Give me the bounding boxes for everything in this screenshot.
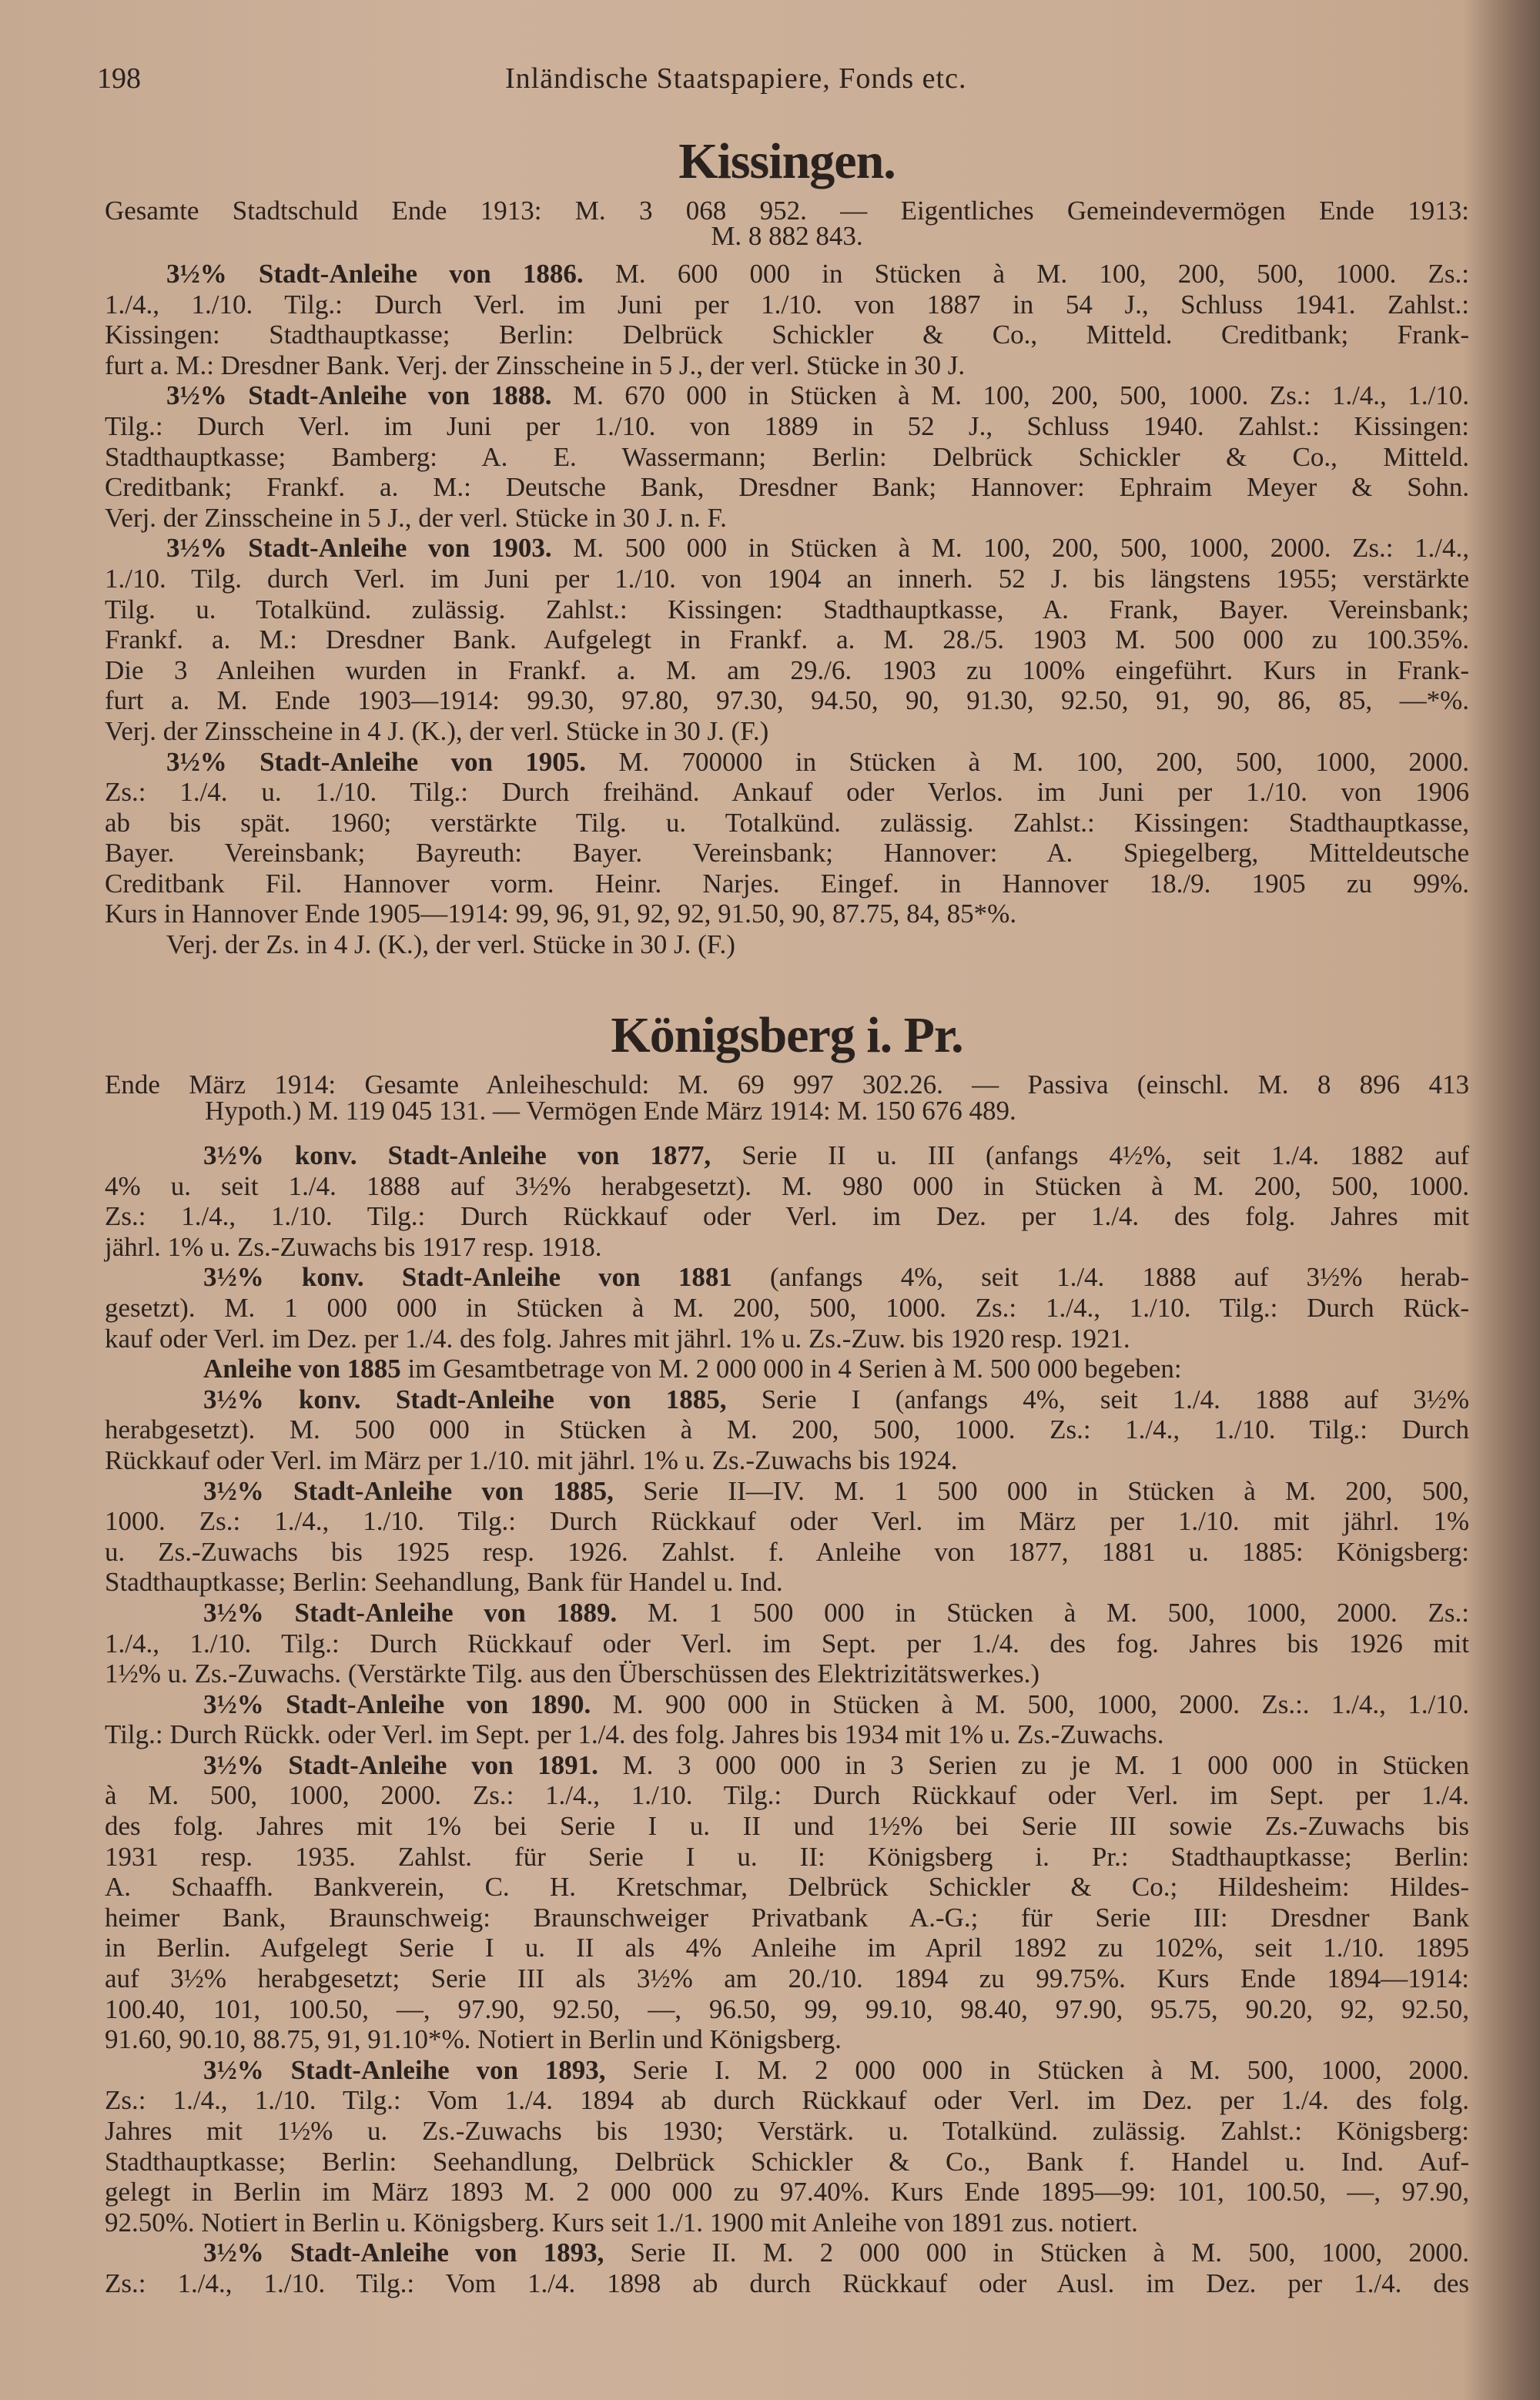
- text-line: [105, 1963, 1469, 1994]
- loan-heading: 3½% Stadt-Anleihe von 1891.: [203, 1749, 598, 1780]
- line-text: Rückkauf oder Verl. im März per 1./10. mit jährl. 1% u. Zs.-Zuwachs bis 1924.: [105, 1444, 958, 1475]
- line-text: des folg. Jahres mit 1% bei Serie I u. II und 1½% bei Serie III sowie Zs.-Zuwachs bis: [105, 1811, 1469, 1842]
- text-line: [105, 685, 1469, 716]
- line-text: 4% u. seit 1./4. 1888 auf 3½% herabgesetzt). M. 980 000 in Stücken à M. 200, 500, 1000.: [105, 1170, 1469, 1201]
- loan-entry: [105, 747, 1469, 930]
- text-line: [105, 1750, 1469, 1781]
- line-text: Zs.: 1./4., 1./10. Tilg.: Durch Rückkauf oder Verl. im Dez. per 1./4. des folg. Jahres mit: [105, 1201, 1469, 1232]
- text-line: [105, 2147, 1469, 2177]
- text-line: [105, 716, 1469, 747]
- loan-heading: 3½% Stadt-Anleihe von 1889.: [203, 1597, 618, 1628]
- line-text: Verj. der Zinsscheine in 5 J., der verl. Stücke in 30 J. n. F.: [105, 502, 727, 533]
- text-line: [105, 472, 1469, 503]
- summary-line: Hypoth.) M. 119 045 131. — Vermögen Ende März 1914: M. 150 676 489.: [205, 1096, 1016, 1126]
- line-text: Tilg. u. Totalkünd. zulässig. Zahlst.: Kissingen: Stadthauptkasse, A. Frank, Bayer. Vereinsbank;: [105, 594, 1469, 624]
- line-text: (anfangs 4%, seit 1./4. 1888 auf 3½% herab-: [770, 1262, 1470, 1293]
- text-line: [105, 533, 1469, 564]
- loan-heading: 3½% konv. Stadt-Anleihe von 1885,: [203, 1384, 727, 1414]
- text-line: [105, 2177, 1469, 2208]
- loan-heading: 3½% Stadt-Anleihe von 1890.: [203, 1689, 591, 1719]
- line-text: 92.50%. Notiert in Berlin u. Königsberg. Kurs seit 1./1. 1900 mit Anleihe von 1891 zus. notiert.: [105, 2207, 1138, 2238]
- text-line: [105, 777, 1469, 808]
- line-text: in Berlin. Aufgelegt Serie I u. II als 4% Anleihe im April 1892 zu 102%, seit 1./10. 1895: [105, 1933, 1469, 1963]
- page-header: [97, 62, 1469, 100]
- text-line: [105, 259, 1469, 290]
- line-text: Zs.: 1./4., 1./10. Tilg.: Vom 1./4. 1898 ab durch Rückkauf oder Ausl. im Dez. per 1./4. des: [105, 2268, 1469, 2298]
- line-text: M. 500 000 in Stücken à M. 100, 200, 500, 1000, 2000. Zs.: 1./4.,: [573, 533, 1469, 564]
- text-line: [105, 594, 1469, 625]
- line-text: Kurs in Hannover Ende 1905—1914: 99, 96, 91, 92, 92, 91.50, 90, 87.75, 84, 85*%.: [105, 899, 1017, 929]
- text-line: [105, 350, 1469, 381]
- loan-entry: [105, 1750, 1469, 2055]
- text-line: [105, 1628, 1469, 1659]
- line-text: Jahres mit 1½% u. Zs.-Zuwachs bis 1930; Verstärk. u. Totalkünd. zulässig. Zahlst.: Königsberg:: [105, 2116, 1469, 2146]
- line-text: Serie I (anfangs 4%, seit 1./4. 1888 auf 3½%: [761, 1384, 1470, 1414]
- text-line: [105, 1445, 1469, 1476]
- text-line: [105, 1414, 1469, 1445]
- line-text: M. 700000 in Stücken à M. 100, 200, 500, 1000, 2000.: [618, 746, 1470, 777]
- text-line: [105, 1872, 1469, 1903]
- text-line: [105, 2055, 1469, 2086]
- text-line: [105, 1537, 1469, 1568]
- line-text: 1931 resp. 1935. Zahlst. für Serie I u. II: Königsberg i. Pr.: Stadthauptkasse; Berlin:: [105, 1841, 1469, 1872]
- line-text: Zs.: 1./4., 1./10. Tilg.: Vom 1./4. 1894 ab durch Rückkauf oder Verl. im Dez. per 1./4. des folg.: [105, 2085, 1469, 2116]
- section-title-koenigsberg: Königsberg i. Pr.: [611, 1007, 963, 1063]
- text-line: [105, 1140, 1469, 1171]
- line-text: auf 3½% herabgesetzt; Serie III als 3½% am 20./10. 1894 zu 99.75%. Kurs Ende 1894—1914:: [105, 1963, 1469, 1994]
- loan-entry: [105, 2055, 1469, 2238]
- text-line: [105, 1201, 1469, 1232]
- text-line: [105, 1933, 1469, 1963]
- koenigsberg-summary: [105, 1069, 1469, 1126]
- kissingen-loans: [105, 259, 1469, 960]
- loan-entry: [105, 1689, 1469, 1750]
- line-text: 1./4., 1./10. Tilg.: Durch Verl. im Juni per 1./10. von 1887 in 54 J., Schluss 1941. Zahlst.:: [105, 289, 1469, 320]
- section-title-kissingen: Kissingen.: [678, 133, 896, 189]
- text-line: [105, 624, 1469, 655]
- text-line: [105, 1719, 1469, 1750]
- text-line: [105, 1811, 1469, 1842]
- text-line: [105, 1659, 1469, 1689]
- line-text: Verj. der Zinsscheine in 4 J. (K.), der verl. Stücke in 30 J. (F.): [105, 715, 769, 746]
- line-text: kauf oder Verl. im Dez. per 1./4. des folg. Jahres mit jährl. 1% u. Zs.-Zuw. bis 1920 resp. 1921.: [105, 1323, 1130, 1354]
- text-line: [105, 2024, 1469, 2055]
- text-line: [105, 1842, 1469, 1873]
- loan-heading: 3½% konv. Stadt-Anleihe von 1877,: [203, 1140, 711, 1170]
- line-text: A. Schaaffh. Bankverein, C. H. Kretschmar, Delbrück Schickler & Co.; Hildesheim: Hildes-: [105, 1872, 1469, 1903]
- summary-line: M. 8 882 843.: [711, 221, 863, 251]
- loan-entry: [105, 1476, 1469, 1598]
- line-text: ab bis spät. 1960; verstärkte Tilg. u. Totalkünd. zulässig. Zahlst.: Kissingen: Stadthauptkasse,: [105, 807, 1469, 838]
- text-line: [105, 808, 1469, 838]
- line-text: M. 600 000 in Stücken à M. 100, 200, 500, 1000. Zs.:: [614, 259, 1470, 289]
- loan-entry: [105, 259, 1469, 380]
- loan-heading: 3½% Stadt-Anleihe von 1885,: [203, 1475, 614, 1506]
- line-text: Serie II—IV. M. 1 500 000 in Stücken à M. 200, 500,: [643, 1475, 1470, 1506]
- line-text: Zs.: 1./4. u. 1./10. Tilg.: Durch freihänd. Ankauf oder Verlos. im Juni per 1./10. von 1906: [105, 777, 1469, 808]
- line-text: Tilg.: Durch Rückk. oder Verl. im Sept. per 1./4. des folg. Jahres bis 1934 mit 1% u. Zs.-Zuwachs.: [105, 1719, 1164, 1750]
- loan-heading: 3½% Stadt-Anleihe von 1886.: [166, 259, 584, 289]
- line-text: furt a. M.: Dresdner Bank. Verj. der Zinsscheine in 5 J., der verl. Stücke in 30 J.: [105, 350, 966, 380]
- text-line: [105, 2085, 1469, 2116]
- line-text: Verj. der Zs. in 4 J. (K.), der verl. Stücke in 30 J. (F.): [166, 929, 735, 960]
- loan-entry: [105, 2238, 1469, 2298]
- line-text: M. 670 000 in Stücken à M. 100, 200, 500, 1000. Zs.: 1./4., 1./10.: [572, 380, 1469, 411]
- text-line: [105, 1780, 1469, 1811]
- text-line: [105, 2116, 1469, 2147]
- line-text: 1000. Zs.: 1./4., 1./10. Tilg.: Durch Rückkauf oder Verl. im März per 1./10. mit jährl. 1%: [105, 1506, 1469, 1537]
- line-text: Serie II. M. 2 000 000 in Stücken à M. 500, 1000, 2000.: [630, 2238, 1470, 2268]
- text-line: [105, 380, 1469, 411]
- line-text: M. 900 000 in Stücken à M. 500, 1000, 2000. Zs.:. 1./4., 1./10.: [612, 1689, 1470, 1719]
- text-line: [105, 899, 1469, 929]
- text-line: [105, 411, 1469, 442]
- loan-heading: 3½% Stadt-Anleihe von 1893,: [203, 2054, 606, 2085]
- text-line: [105, 1506, 1469, 1537]
- text-line: [105, 290, 1469, 320]
- text-line: [105, 747, 1469, 778]
- line-text: heimer Bank, Braunschweig: Braunschweiger Privatbank A.-G.; für Serie III: Dresdner Bank: [105, 1902, 1469, 1933]
- koenigsberg-loans: [105, 1140, 1469, 2299]
- line-text: Stadthauptkasse; Berlin: Seehandlung, Delbrück Schickler & Co., Bank f. Handel u. Ind. Auf-: [105, 2146, 1469, 2177]
- text-line: [105, 1994, 1469, 2025]
- text-line: [105, 1567, 1469, 1598]
- text-line: [105, 1476, 1469, 1507]
- text-line: [105, 320, 1469, 350]
- line-text: M. 3 000 000 in 3 Serien zu je M. 1 000 000 in Stücken: [622, 1749, 1470, 1780]
- line-text: gelegt in Berlin im März 1893 M. 2 000 000 zu 97.40%. Kurs Ende 1895—99: 101, 100.50, —, 97.90,: [105, 2177, 1469, 2208]
- text-line: [105, 1324, 1469, 1354]
- text-line: [105, 2208, 1469, 2238]
- text-line: [105, 2268, 1469, 2299]
- line-text: jährl. 1% u. Zs.-Zuwachs bis 1917 resp. 1918.: [105, 1231, 602, 1262]
- line-text: Die 3 Anleihen wurden in Frankf. a. M. am 29./6. 1903 zu 100% eingeführt. Kurs in Frank-: [105, 654, 1469, 685]
- text-line: [105, 1689, 1469, 1720]
- text-line: [105, 564, 1469, 594]
- text-line: [105, 869, 1469, 899]
- text-line: [105, 929, 1469, 960]
- line-text: à M. 500, 1000, 2000. Zs.: 1./4., 1./10. Tilg.: Durch Rückkauf oder Verl. im Sept. per 1./4.: [105, 1780, 1469, 1811]
- kissingen-summary: [105, 198, 1469, 249]
- running-title: Inländische Staatspapiere, Fonds etc.: [505, 62, 967, 95]
- loan-heading: 3½% Stadt-Anleihe von 1903.: [166, 533, 552, 564]
- loan-heading: 3½% Stadt-Anleihe von 1893,: [203, 2238, 604, 2268]
- line-text: 1./10. Tilg. durch Verl. im Juni per 1./10. von 1904 an innerh. 52 J. bis längstens 1955; verstärkte: [105, 563, 1469, 594]
- line-text: Serie II u. III (anfangs 4½%, seit 1./4. 1882 auf: [742, 1140, 1469, 1170]
- loan-heading: 3½% Stadt-Anleihe von 1888.: [166, 380, 552, 411]
- text-line: [105, 1903, 1469, 1933]
- line-text: 1./4., 1./10. Tilg.: Durch Rückkauf oder Verl. im Sept. per 1./4. des fog. Jahres bis 1926 mit: [105, 1628, 1469, 1659]
- text-line: [105, 655, 1469, 686]
- line-text: Serie I. M. 2 000 000 in Stücken à M. 500, 1000, 2000.: [632, 2054, 1470, 2085]
- line-text: M. 1 500 000 in Stücken à M. 500, 1000, 2000. Zs.:: [648, 1597, 1470, 1628]
- text-line: [105, 442, 1469, 473]
- summary-line: Gesamte Stadtschuld Ende 1913: M. 3 068 952. — Eigentliches Gemeindevermögen Ende 1913:: [105, 196, 1469, 226]
- text-line: [105, 838, 1469, 869]
- loan-entry: [105, 380, 1469, 533]
- line-text: Frankf. a. M.: Dresdner Bank. Aufgelegt in Frankf. a. M. 28./5. 1903 M. 500 000 zu 100.35%.: [105, 624, 1469, 655]
- text-line: [105, 1598, 1469, 1628]
- text-line: [105, 2238, 1469, 2268]
- loan-entry: [105, 1598, 1469, 1689]
- loan-entry: [105, 1354, 1469, 1384]
- text-line: [105, 1232, 1469, 1263]
- line-text: Creditbank; Frankf. a. M.: Deutsche Bank, Dresdner Bank; Hannover: Ephraim Meyer & Sohn.: [105, 472, 1469, 503]
- loan-entry: [105, 533, 1469, 746]
- text-line: [105, 1384, 1469, 1415]
- loan-entry: [105, 929, 1469, 960]
- loan-heading: 3½% Stadt-Anleihe von 1905.: [166, 746, 587, 777]
- line-text: gesetzt). M. 1 000 000 in Stücken à M. 200, 500, 1000. Zs.: 1./4., 1./10. Tilg.: Durch Rück-: [105, 1292, 1469, 1323]
- line-text: Tilg.: Durch Verl. im Juni per 1./10. von 1889 in 52 J., Schluss 1940. Zahlst.: Kissingen:: [105, 410, 1469, 441]
- line-text: Kissingen: Stadthauptkasse; Berlin: Delbrück Schickler & Co., Mitteld. Creditbank; Frank-: [105, 320, 1469, 350]
- loan-entry: [105, 1262, 1469, 1354]
- line-text: furt a. M. Ende 1903—1914: 99.30, 97.80, 97.30, 94.50, 90, 91.30, 92.50, 91, 90, 86, 85, —*%.: [105, 685, 1469, 716]
- line-text: u. Zs.-Zuwachs bis 1925 resp. 1926. Zahlst. f. Anleihe von 1877, 1881 u. 1885: Königsberg:: [105, 1536, 1469, 1567]
- text-line: [105, 1262, 1469, 1293]
- line-text: 91.60, 90.10, 88.75, 91, 91.10*%. Notiert in Berlin und Königsberg.: [105, 2024, 842, 2055]
- line-text: Bayer. Vereinsbank; Bayreuth: Bayer. Vereinsbank; Hannover: A. Spiegelberg, Mitteldeutsche: [105, 838, 1469, 869]
- line-text: Creditbank Fil. Hannover vorm. Heinr. Narjes. Eingef. in Hannover 18./9. 1905 zu 99%.: [105, 868, 1469, 899]
- loan-heading: Anleihe von 1885: [203, 1354, 401, 1384]
- text-line: [105, 1293, 1469, 1324]
- line-text: 1½% u. Zs.-Zuwachs. (Verstärkte Tilg. aus den Überschüssen des Elektrizitätswerkes.): [105, 1659, 1040, 1689]
- line-text: Stadthauptkasse; Bamberg: A. E. Wassermann; Berlin: Delbrück Schickler & Co., Mitteld.: [105, 441, 1469, 472]
- summary-line: Ende März 1914: Gesamte Anleiheschuld: M. 69 997 302.26. — Passiva (einschl. M. 8 896 413: [105, 1069, 1469, 1100]
- loan-heading: 3½% konv. Stadt-Anleihe von 1881: [203, 1262, 732, 1293]
- line-text: im Gesamtbetrage von M. 2 000 000 in 4 Serien à M. 500 000 begeben:: [407, 1354, 1182, 1384]
- loan-entry: [105, 1384, 1469, 1476]
- text-line: [105, 1171, 1469, 1202]
- line-text: Stadthauptkasse; Berlin: Seehandlung, Bank für Handel u. Ind.: [105, 1567, 783, 1598]
- line-text: 100.40, 101, 100.50, —, 97.90, 92.50, —, 96.50, 99, 99.10, 98.40, 97.90, 95.75, 90.20, 92, 92.50,: [105, 1993, 1469, 2024]
- line-text: herabgesetzt). M. 500 000 in Stücken à M. 200, 500, 1000. Zs.: 1./4., 1./10. Tilg.: Durch: [105, 1414, 1469, 1445]
- text-line: [105, 1354, 1469, 1384]
- text-line: [105, 503, 1469, 534]
- loan-entry: [105, 1140, 1469, 1262]
- page-number: 198: [97, 62, 141, 95]
